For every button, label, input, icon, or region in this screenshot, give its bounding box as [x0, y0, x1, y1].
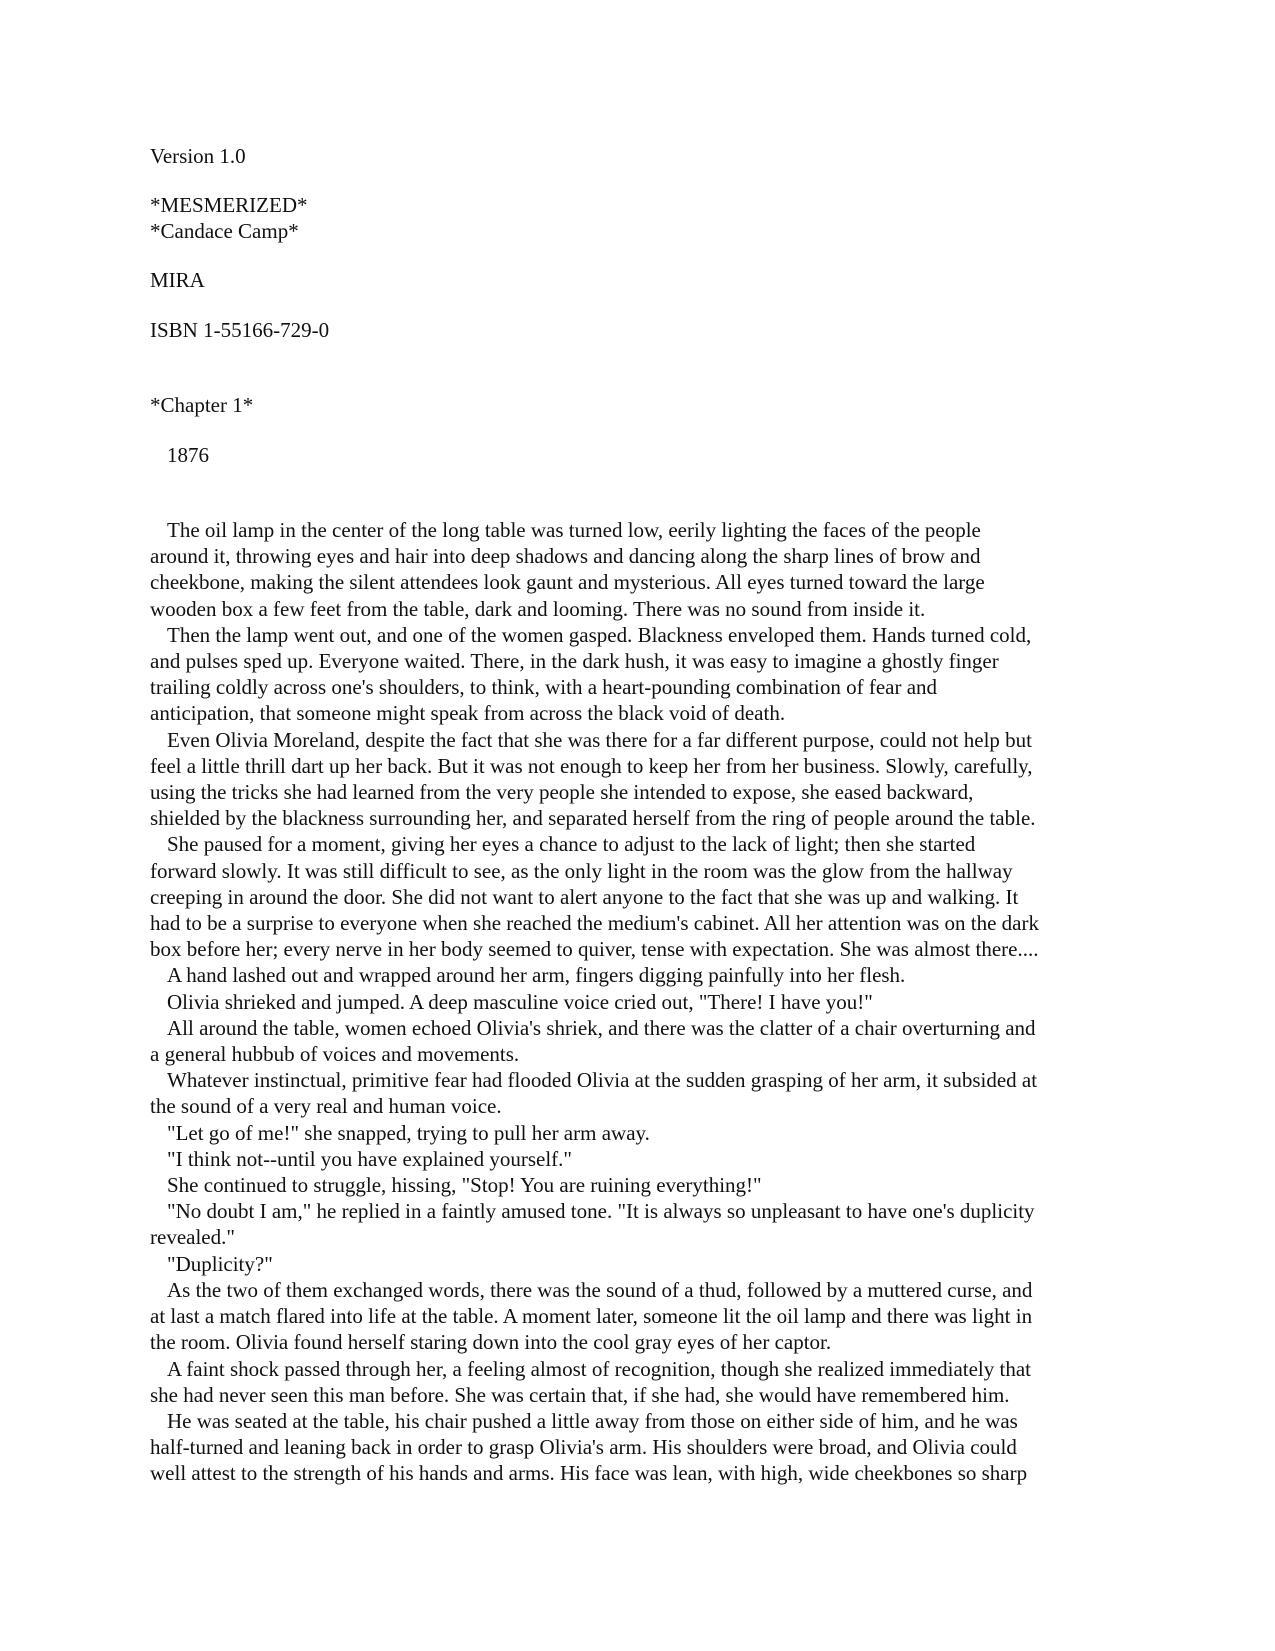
- version-line: Version 1.0: [150, 144, 246, 168]
- paragraph-line: "Duplicity?": [167, 1251, 273, 1276]
- paragraph-line: well attest to the strength of his hands and arms. His face was lean, with high, wide cheekbones so sharp: [150, 1461, 1028, 1486]
- paragraph-line: "Let go of me!" she snapped, trying to pull her arm away.: [167, 1120, 650, 1145]
- paragraph-line: Even Olivia Moreland, despite the fact that she was there for a far different purpose, could not help but: [167, 727, 1032, 752]
- paragraph-line: the sound of a very real and human voice.: [150, 1094, 502, 1119]
- paragraph-line: around it, throwing eyes and hair into deep shadows and dancing along the sharp lines of brow and: [150, 544, 981, 569]
- paragraph-line: a general hubbub of voices and movements.: [150, 1042, 520, 1067]
- paragraph: [150, 517, 1140, 622]
- paragraph-line: anticipation, that someone might speak from across the black void of death.: [150, 701, 786, 726]
- paragraph: [150, 1251, 1140, 1277]
- paragraph: [150, 962, 1140, 988]
- paragraph-line: shielded by the blackness surrounding her, and separated herself from the ring of people around the table.: [150, 806, 1036, 831]
- paragraph-line: revealed.": [150, 1225, 235, 1250]
- paragraph-line: wooden box a few feet from the table, dark and looming. There was no sound from inside it.: [150, 596, 926, 621]
- paragraph: [150, 989, 1140, 1015]
- paragraph: [150, 831, 1140, 962]
- paragraph: [150, 1198, 1140, 1250]
- paragraph-line: A faint shock passed through her, a feeling almost of recognition, though she realized immediately that: [167, 1356, 1032, 1381]
- paragraph: [150, 1277, 1140, 1356]
- paragraph: [150, 1408, 1140, 1487]
- paragraph-line: A hand lashed out and wrapped around her arm, fingers digging painfully into her flesh.: [167, 963, 906, 988]
- paragraph-line: "I think not--until you have explained yourself.": [167, 1146, 572, 1171]
- paragraph: [150, 1146, 1140, 1172]
- chapter-year: 1876: [167, 443, 209, 467]
- paragraph-line: Whatever instinctual, primitive fear had flooded Olivia at the sudden grasping of her arm, it subsided at: [167, 1068, 1038, 1093]
- paragraph-line: and pulses sped up. Everyone waited. There, in the dark hush, it was easy to imagine a ghostly finger: [150, 649, 999, 674]
- paragraph-line: She continued to struggle, hissing, "Stop! You are ruining everything!": [167, 1173, 762, 1198]
- publisher: MIRA: [150, 268, 205, 292]
- chapter-body: [150, 517, 1140, 1487]
- paragraph: [150, 622, 1140, 727]
- paragraph-line: trailing coldly across one's shoulders, to think, with a heart-pounding combination of fear and: [150, 675, 938, 700]
- paragraph: [150, 1172, 1140, 1198]
- paragraph-line: forward slowly. It was still difficult to see, as the only light in the room was the glow from the hallway: [150, 858, 1013, 883]
- paragraph-line: cheekbone, making the silent attendees look gaunt and mysterious. All eyes turned toward the large: [150, 570, 985, 595]
- paragraph-line: As the two of them exchanged words, there was the sound of a thud, followed by a muttered curse, and: [167, 1277, 1033, 1302]
- paragraph: [150, 1356, 1140, 1408]
- paragraph: [150, 1015, 1140, 1067]
- paragraph-line: the room. Olivia found herself staring down into the cool gray eyes of her captor.: [150, 1330, 832, 1355]
- chapter-heading: *Chapter 1*: [150, 393, 254, 417]
- paragraph-line: creeping in around the door. She did not want to alert anyone to the fact that she was up and walking. It: [150, 884, 1019, 909]
- paragraph-line: box before her; every nerve in her body seemed to quiver, tense with expectation. She was almost there....: [150, 937, 1039, 962]
- paragraph-line: All around the table, women echoed Olivia's shriek, and there was the clatter of a chair overturning and: [167, 1015, 1036, 1040]
- paragraph-line: She paused for a moment, giving her eyes a chance to adjust to the lack of light; then she started: [167, 832, 976, 857]
- paragraph-line: at last a match flared into life at the table. A moment later, someone lit the oil lamp and there was light in: [150, 1304, 1033, 1329]
- paragraph-line: she had never seen this man before. She was certain that, if she had, she would have remembered him.: [150, 1382, 1010, 1407]
- paragraph-line: He was seated at the table, his chair pushed a little away from those on either side of him, and he was: [167, 1408, 1018, 1433]
- book-author: *Candace Camp*: [150, 219, 299, 243]
- paragraph-line: half-turned and leaning back in order to grasp Olivia's arm. His shoulders were broad, and Olivia could: [150, 1435, 1017, 1460]
- paragraph-line: using the tricks she had learned from the very people she intended to expose, she eased backward,: [150, 780, 974, 805]
- paragraph: [150, 727, 1140, 832]
- paragraph-line: feel a little thrill dart up her back. But it was not enough to keep her from her business. Slowly, carefully,: [150, 753, 1033, 778]
- paragraph-line: "No doubt I am," he replied in a faintly amused tone. "It is always so unpleasant to have one's duplicity: [167, 1199, 1035, 1224]
- paragraph-line: had to be a surprise to everyone when she reached the medium's cabinet. All her attention was on the dark: [150, 911, 1039, 936]
- book-title: *MESMERIZED*: [150, 193, 308, 217]
- paragraph: [150, 1120, 1140, 1146]
- paragraph: [150, 1067, 1140, 1119]
- isbn: ISBN 1-55166-729-0: [150, 318, 330, 342]
- paragraph-line: Olivia shrieked and jumped. A deep masculine voice cried out, "There! I have you!": [167, 989, 873, 1014]
- paragraph-line: Then the lamp went out, and one of the women gasped. Blackness enveloped them. Hands turned cold,: [167, 622, 1032, 647]
- paragraph-line: The oil lamp in the center of the long table was turned low, eerily lighting the faces of the people: [167, 518, 981, 542]
